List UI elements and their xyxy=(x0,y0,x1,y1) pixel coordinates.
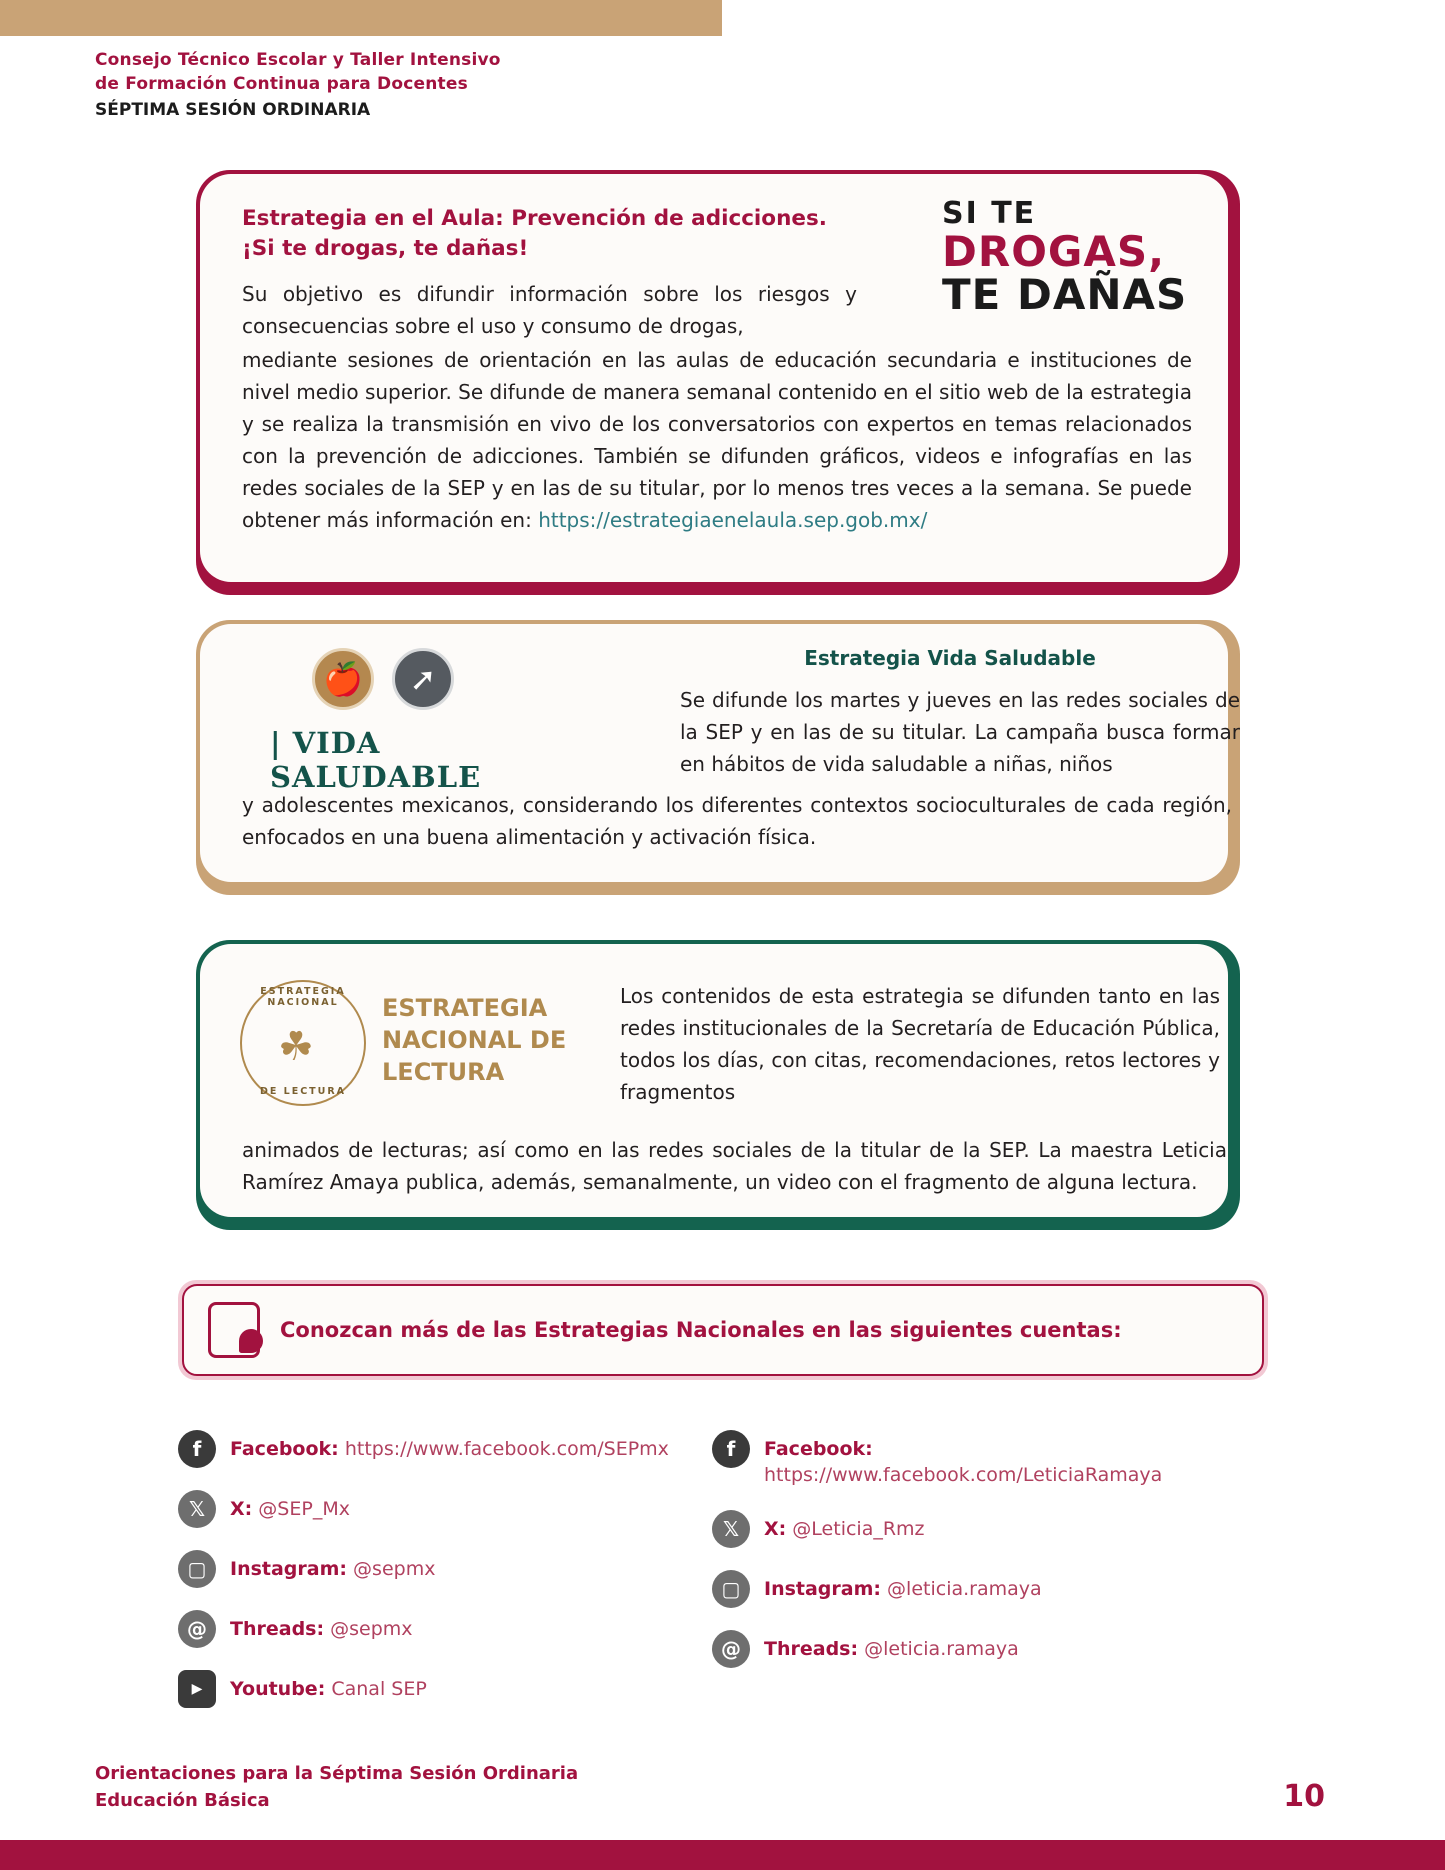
social-value[interactable]: @leticia.ramaya xyxy=(887,1578,1042,1600)
lectura-seal-icon xyxy=(228,968,378,1118)
card-prevencion-paragraph-top: Su objetivo es difundir información sobre los riesgos y consecuencias sobre el uso y consumo de drogas, xyxy=(242,282,857,338)
footer-line-1: Orientaciones para la Séptima Sesión Ordinaria xyxy=(95,1763,579,1784)
social-text xyxy=(230,1670,427,1702)
card-lectura-paragraph-right: Los contenidos de esta estrategia se difunden tanto en las redes institucionales de la Secretaría de Educación Pública, todos los días, con citas, recomendaciones, retos lectores y fragmentos xyxy=(620,984,1220,1104)
accounts-banner-text: Conozcan más de las Estrategias Nacionales en las siguientes cuentas: xyxy=(280,1318,1122,1342)
list-item[interactable] xyxy=(178,1430,698,1468)
card-prevencion-inner xyxy=(200,174,1228,582)
social-value[interactable]: Canal SEP xyxy=(331,1678,427,1700)
card-prevencion-adicciones xyxy=(196,170,1240,595)
card-prevencion-title-line-1: Estrategia en el Aula: Prevención de adicciones. xyxy=(242,206,827,231)
social-text xyxy=(230,1490,350,1522)
social-label: Threads: xyxy=(230,1618,325,1640)
activity-icon: ➚ xyxy=(392,648,454,710)
tap-hand-icon xyxy=(208,1302,260,1358)
accounts-banner-inner xyxy=(182,1284,1264,1376)
social-label: Facebook: xyxy=(764,1438,873,1460)
social-value[interactable]: @sepmx xyxy=(330,1618,413,1640)
lectura-wordmark-line-2: NACIONAL DE xyxy=(382,1026,567,1054)
vida-saludable-logo xyxy=(270,648,560,794)
page-header xyxy=(95,48,795,122)
social-list-titular xyxy=(712,1430,1232,1690)
list-item[interactable] xyxy=(178,1550,698,1588)
logo-line-3: TE DAÑAS xyxy=(942,270,1188,319)
social-text xyxy=(230,1550,435,1582)
social-label: Instagram: xyxy=(230,1558,347,1580)
seal-bottom-text: DE LECTURA xyxy=(259,1086,347,1097)
list-item[interactable] xyxy=(178,1610,698,1648)
page-number: 10 xyxy=(1283,1779,1325,1814)
youtube-icon: ▶ xyxy=(178,1670,216,1708)
list-item[interactable] xyxy=(712,1570,1232,1608)
card-prevencion-title xyxy=(242,204,882,264)
footer-line-2: Educación Básica xyxy=(95,1790,270,1811)
apple-icon: 🍎 xyxy=(312,648,374,710)
lectura-wordmark xyxy=(382,992,602,1088)
header-line-1: Consejo Técnico Escolar y Taller Intensivo xyxy=(95,50,501,70)
footer-text xyxy=(95,1760,578,1814)
instagram-icon: ▢ xyxy=(712,1570,750,1608)
threads-icon: @ xyxy=(178,1610,216,1648)
social-label: X: xyxy=(230,1498,253,1520)
x-twitter-icon: 𝕏 xyxy=(178,1490,216,1528)
lectura-wordmark-line-3: LECTURA xyxy=(382,1058,505,1086)
accounts-banner xyxy=(178,1280,1268,1380)
social-text xyxy=(764,1630,1019,1662)
social-value[interactable]: @SEP_Mx xyxy=(258,1498,350,1520)
card-prevencion-title-line-2: ¡Si te drogas, te dañas! xyxy=(242,236,529,261)
logo-line-1: SI TE xyxy=(942,196,1037,231)
header-line-2: de Formación Continua para Docentes xyxy=(95,74,468,94)
vida-saludable-icons xyxy=(312,648,560,710)
list-item[interactable] xyxy=(712,1430,1232,1488)
si-te-drogas-logo xyxy=(942,196,1192,326)
seal-top-text: ESTRATEGIA NACIONAL xyxy=(260,986,346,1008)
card-prevencion-paragraph-main xyxy=(242,344,1192,536)
list-item[interactable] xyxy=(178,1670,698,1708)
social-text xyxy=(764,1430,1232,1488)
social-text xyxy=(764,1570,1042,1602)
social-label: X: xyxy=(764,1518,787,1540)
vida-saludable-wordmark xyxy=(270,726,560,794)
card-prevencion-paragraph-text: mediante sesiones de orientación en las aulas de educación secundaria e instituciones de nivel medio superior. Se difunde de manera semanal contenido en el sitio web de la estrategia y se realiza la transmisión en vivo de los conversatorios con expertos en temas relacionados con la prevención de adicciones. También se difunden gráficos, videos e infografías en las redes sociales de la SEP y en las de su titular, por lo menos tres veces a la semana. Se puede obtener más información en: xyxy=(242,348,1192,532)
social-label: Threads: xyxy=(764,1638,859,1660)
lotus-icon: ☘ xyxy=(278,1024,314,1070)
list-item[interactable] xyxy=(712,1510,1232,1548)
card-vida-saludable-paragraph-right: Se difunde los martes y jueves en las redes sociales de la SEP y en las de su titular. La campaña busca formar en hábitos de vida saludable a niñas, niños xyxy=(680,688,1240,776)
list-item[interactable] xyxy=(712,1630,1232,1668)
header-session-title: SÉPTIMA SESIÓN ORDINARIA xyxy=(95,100,371,120)
instagram-icon: ▢ xyxy=(178,1550,216,1588)
social-value[interactable]: @sepmx xyxy=(353,1558,436,1580)
social-list-sep xyxy=(178,1430,698,1730)
social-value[interactable]: https://www.facebook.com/LeticiaRamaya xyxy=(764,1464,1163,1486)
card-vida-saludable xyxy=(196,620,1240,895)
estrategia-link[interactable]: https://estrategiaenelaula.sep.gob.mx/ xyxy=(538,508,928,532)
top-decorative-bar xyxy=(0,0,722,36)
facebook-icon: f xyxy=(712,1430,750,1468)
wordmark-bar: | xyxy=(270,726,282,760)
social-value[interactable]: @Leticia_Rmz xyxy=(792,1518,925,1540)
wordmark-text: VIDA SALUDABLE xyxy=(270,726,482,794)
x-twitter-icon: 𝕏 xyxy=(712,1510,750,1548)
card-vida-saludable-title: Estrategia Vida Saludable xyxy=(804,646,1096,670)
logo-line-2: DROGAS, xyxy=(942,227,1166,276)
card-estrategia-lectura xyxy=(196,940,1240,1230)
facebook-icon: f xyxy=(178,1430,216,1468)
card-vida-saludable-inner xyxy=(200,624,1240,882)
social-text xyxy=(230,1430,669,1462)
card-estrategia-lectura-inner xyxy=(200,944,1228,1217)
threads-icon: @ xyxy=(712,1630,750,1668)
social-label: Facebook: xyxy=(230,1438,339,1460)
social-text xyxy=(230,1610,413,1642)
social-value[interactable]: @leticia.ramaya xyxy=(864,1638,1019,1660)
social-label: Youtube: xyxy=(230,1678,326,1700)
social-label: Instagram: xyxy=(764,1578,881,1600)
social-text xyxy=(764,1510,925,1542)
card-lectura-paragraph-bottom: animados de lecturas; así como en las redes sociales de la titular de la SEP. La maestra Leticia Ramírez Amaya publica, además, semanalmente, un video con el fragmento de alguna lectura. xyxy=(242,1138,1227,1194)
social-value[interactable]: https://www.facebook.com/SEPmx xyxy=(344,1438,669,1460)
lectura-wordmark-line-1: ESTRATEGIA xyxy=(382,994,548,1022)
card-vida-saludable-paragraph-bottom: y adolescentes mexicanos, considerando los diferentes contextos socioculturales de cada región, enfocados en una buena alimentación y activación física. xyxy=(242,793,1232,849)
list-item[interactable] xyxy=(178,1490,698,1528)
